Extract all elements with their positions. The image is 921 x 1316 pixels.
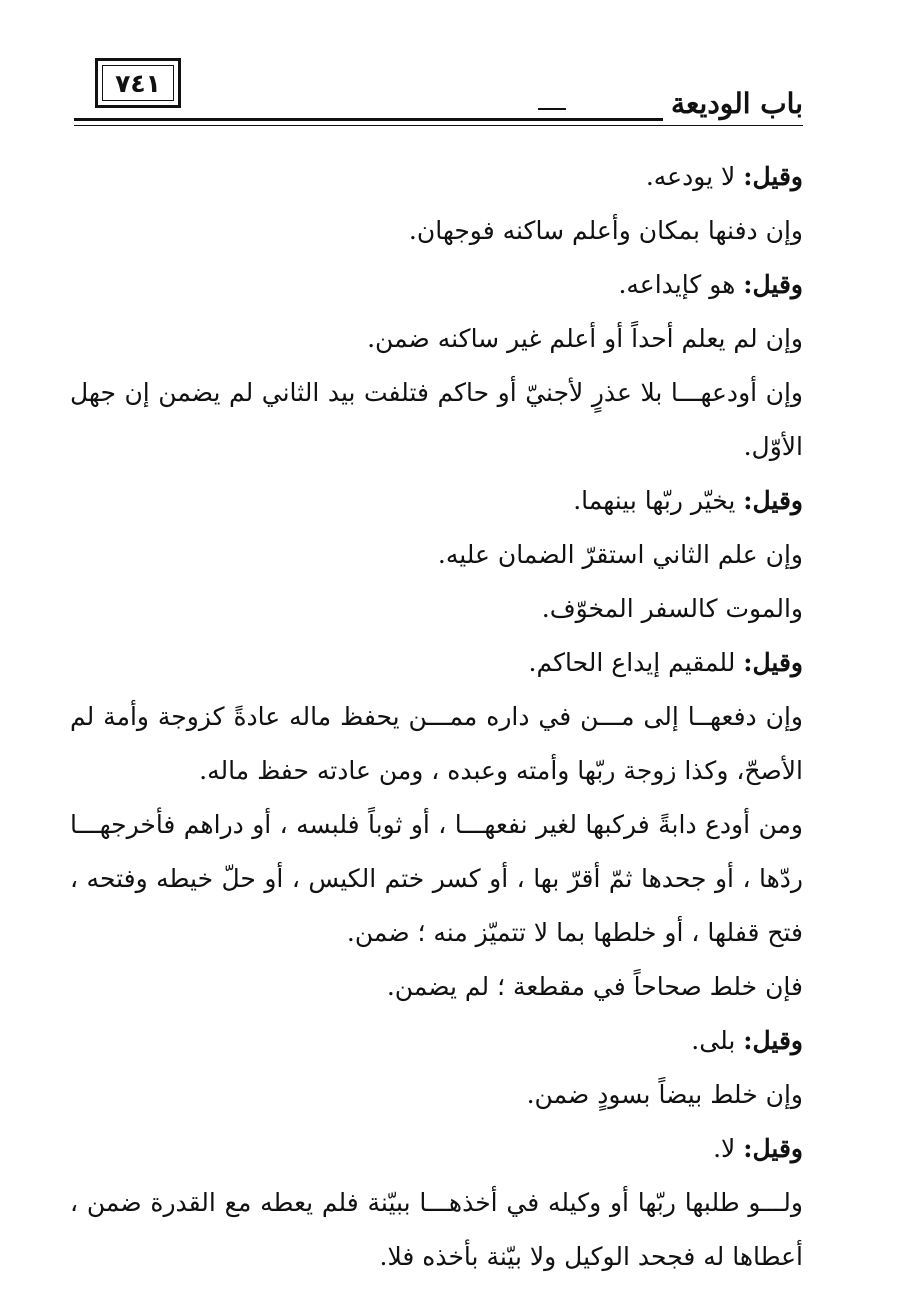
text-line: وإن لم يعلم أحداً أو أعلم غير ساكنه ضمن. — [367, 324, 803, 353]
paragraph — [70, 1014, 803, 1068]
lead-word: وقيل: — [743, 486, 803, 515]
text-line: وإن خلط بيضاً بسودٍ ضمن. — [526, 1080, 803, 1109]
paragraph — [70, 690, 803, 798]
text-line: وقيل: يخيّر ربّها بينهما. — [573, 486, 803, 515]
paragraph — [70, 366, 803, 474]
text-line: وقيل: بلى. — [691, 1026, 803, 1055]
paragraph — [70, 258, 803, 312]
text-line: وإن أودعهـــا بلا عذرٍ لأجنيّ أو حاكم فتلفت بيد الثاني لم يضمن إن جهل — [70, 378, 803, 407]
paragraph — [70, 204, 803, 258]
lead-word: وقيل: — [743, 1134, 803, 1163]
text-line: وقيل: هو كإيداعه. — [618, 270, 803, 299]
page-number: ٧٤١ — [115, 68, 161, 98]
paragraph — [70, 1122, 803, 1176]
paragraph — [70, 312, 803, 366]
paragraph — [70, 1176, 803, 1284]
paragraph — [70, 636, 803, 690]
text-line: والموت كالسفر المخوّف. — [541, 594, 803, 623]
paragraph — [70, 960, 803, 1014]
text-line: الأصحّ، وكذا زوجة ربّها وأمته وعبده ، ومن عادته حفظ ماله. — [199, 756, 803, 785]
text-line: وقيل: لا. — [713, 1134, 803, 1163]
text-line: وإن دفنها بمكان وأعلم ساكنه فوجهان. — [408, 216, 803, 245]
paragraph — [70, 1068, 803, 1122]
text-line: ولـــو طلبها ربّها أو وكيله في أخذهـــا ببيّنة فلم يعطه مع القدرة ضمن ، — [70, 1188, 803, 1217]
text-line: فتح قفلها ، أو خلطها بما لا تتميّز منه ؛ ضمن. — [346, 918, 803, 947]
paragraph — [70, 798, 803, 960]
header-rule-thin — [74, 125, 803, 126]
text-line: وإن علم الثاني استقرّ الضمان عليه. — [437, 540, 803, 569]
text-line: أعطاها له فجحد الوكيل ولا بيّنة بأخذه فلا. — [379, 1242, 803, 1271]
text-line: فإن خلط صحاحاً في مقطعة ؛ لم يضمن. — [386, 972, 803, 1001]
body-text — [70, 150, 803, 1284]
text-line: وقيل: للمقيم إيداع الحاكم. — [528, 648, 803, 677]
paragraph — [70, 528, 803, 582]
lead-word: وقيل: — [743, 162, 803, 191]
paragraph — [70, 474, 803, 528]
paragraph — [70, 582, 803, 636]
running-head: باب الوديعة — [663, 86, 803, 122]
running-head-dash — [538, 108, 566, 110]
lead-word: وقيل: — [743, 270, 803, 299]
text-line: الأوّل. — [743, 432, 803, 461]
text-line: ومن أودع دابةً فركبها لغير نفعهـــا ، أو ثوباً فلبسه ، أو دراهم فأخرجهـــا — [70, 810, 803, 839]
text-line: ردّها ، أو جحدها ثمّ أقرّ بها ، أو كسر ختم الكيس ، أو حلّ خيطه وفتحه ، — [70, 864, 803, 893]
text-line: وقيل: لا يودعه. — [645, 162, 803, 191]
lead-word: وقيل: — [743, 1026, 803, 1055]
text-line: وإن دفعهــا إلى مـــن في داره ممـــن يحفظ ماله عادةً كزوجة وأمة لم — [70, 702, 803, 731]
page-number-box — [95, 58, 181, 108]
lead-word: وقيل: — [743, 648, 803, 677]
paragraph — [70, 150, 803, 204]
